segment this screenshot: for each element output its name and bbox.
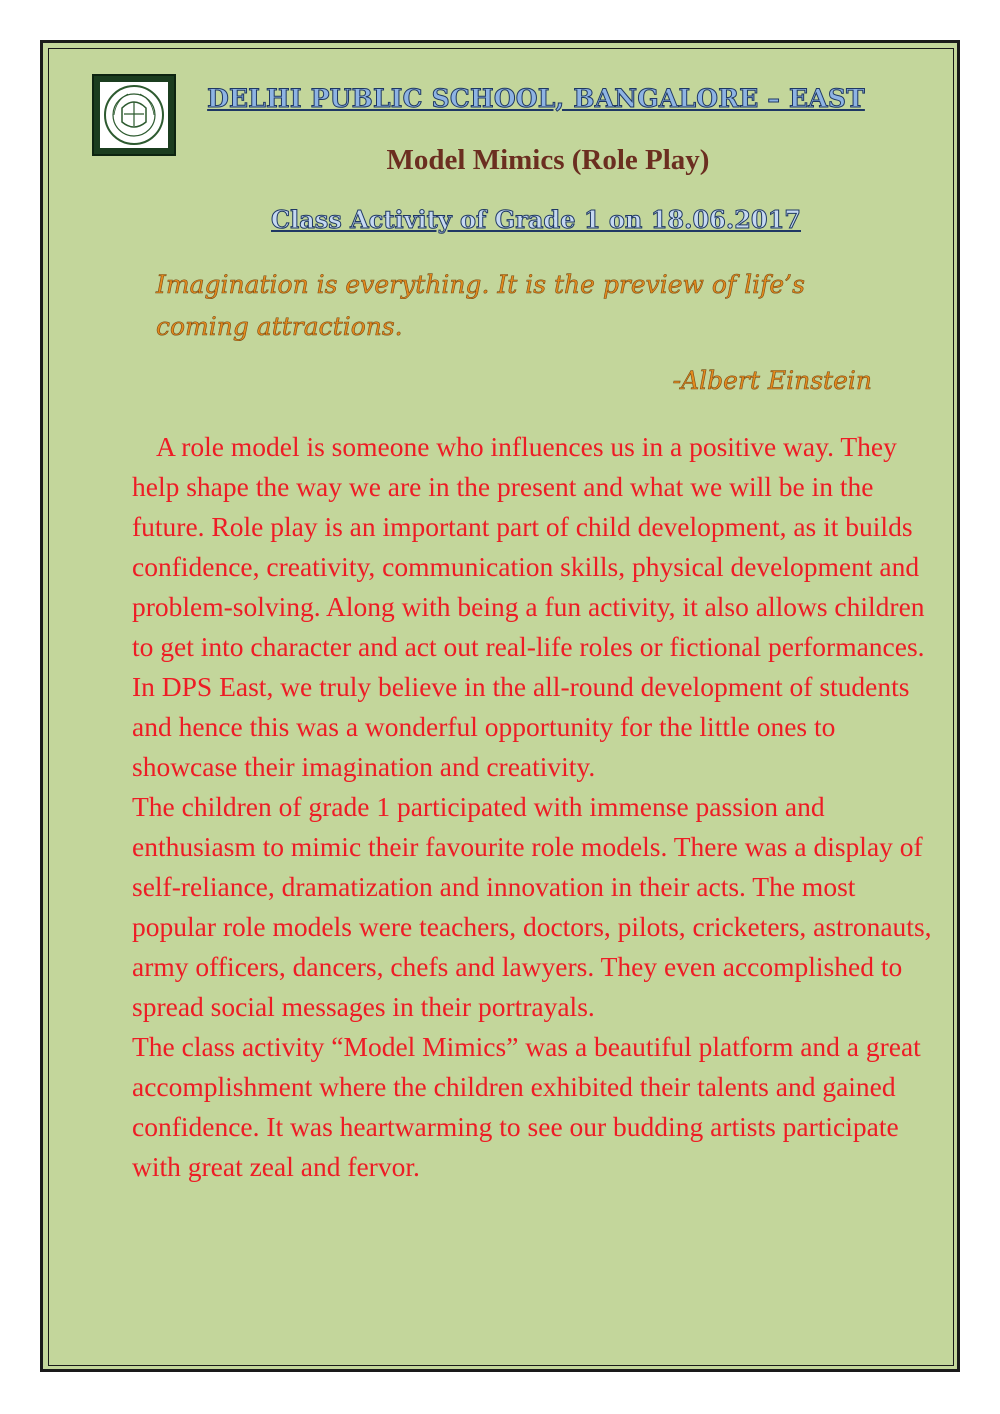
quote-author: -Albert Einstein [672,366,872,395]
crest-drawing [100,82,168,148]
paragraph-4: The class activity “Model Mimics” was a beautiful platform and a great accomplishment where the children exhibited their talents and gained confidence. It was heartwarming to see our budding artists participate with great zeal and fervor. [132,1031,921,1182]
paragraph-1: A role model is someone who influences us in a positive way. They help shape the way we are in the present and what we will be in the future. Role play is an important part of child development, as it builds confidence, creativity, communication skills, physical development and problem-solving. Along with being a fun activity, it also allows children to get into character and act out real-life roles or fictional performances. [132,431,925,662]
article-body [132,427,932,1187]
school-name-heading: DELHI PUBLIC SCHOOL, BANGALORE – EAST [207,84,865,113]
paragraph-3: The children of grade 1 participated with immense passion and enthusiasm to mimic their favourite role models. There was a display of self-reliance, dramatization and innovation in their acts. The most popular role models were teachers, doctors, pilots, cricketers, astronauts, army officers, dancers, chefs and lawyers. They even accomplished to spread social messages in their portrayals. [132,791,932,1022]
paragraph-2: In DPS East, we truly believe in the all-round development of students and hence this was a wonderful opportunity for the little ones to showcase their imagination and creativity. [132,671,910,782]
quote-text: Imagination is everything. It is the preview of life’s coming attractions. [156,270,805,341]
page-title: Model Mimics (Role Play) [386,144,710,176]
school-crest-icon [92,74,176,156]
activity-subtitle: Class Activity of Grade 1 on 18.06.2017 [271,205,801,234]
